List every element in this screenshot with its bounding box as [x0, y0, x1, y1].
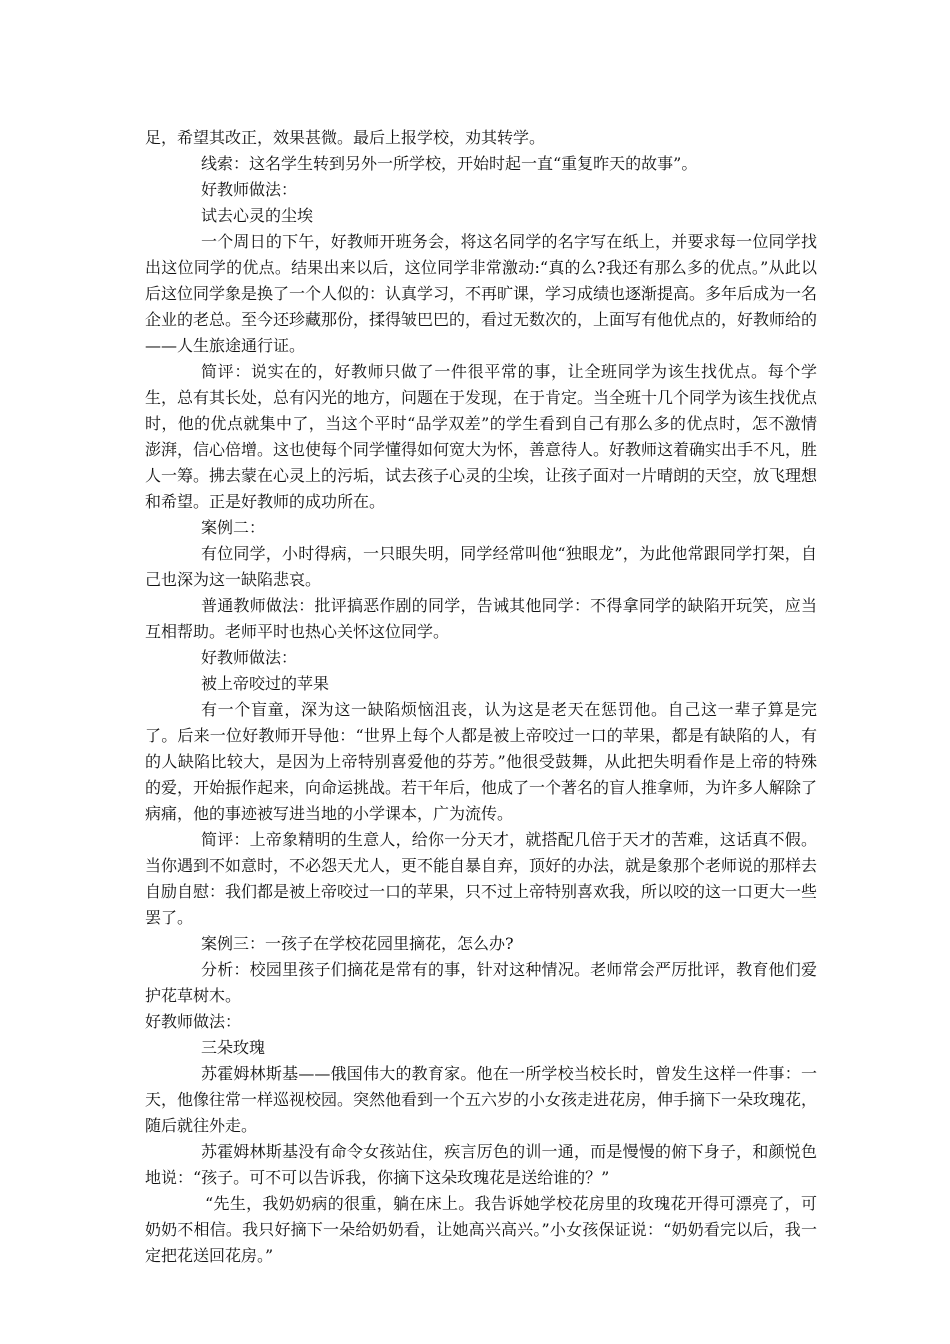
paragraph: 简评：上帝象精明的生意人，给你一分天才，就搭配几倍于天才的苦难，这话真不假。当你遇到不如意时，不必怨天尤人，更不能自暴自弃，顶好的办法，就是象那个老师说的那样去自励自慰：我们都是被上帝咬过一口的苹果，只不过上帝特别喜欢我，所以咬的这一口更大一些罢了。	[145, 830, 818, 927]
section-title: 三朵玫瑰	[201, 1038, 266, 1057]
paragraph: 苏霍姆林斯基没有命令女孩站住，疾言厉色的训一通，而是慢慢的俯下身子，和颜悦色地说：“孩子。可不可以告诉我，你摘下这朵玫瑰花是送给谁的？”	[145, 1142, 817, 1187]
paragraph: 线索：这名学生转到另外一所学校，开始时起一直“重复昨天的故事”。	[201, 154, 698, 173]
paragraph: 一个周日的下午，好教师开班务会，将这名同学的名字写在纸上，并要求每一位同学找出这位同学的优点。结果出来以后，这位同学非常激动:“真的么?我还有那么多的优点。”从此以后这位同学象是换了一个人似的：认真学习，不再旷课，学习成绩也逐渐提高。多年后成为一名企业的老总。至今还珍藏那份，揉得皱巴巴的，看过无数次的，上面写有他优点的，好教师给的——人生旅途通行证。	[145, 232, 818, 355]
paragraph: 好教师做法：	[201, 180, 298, 199]
paragraph: “先生，我奶奶病的很重，躺在床上。我告诉她学校花房里的玫瑰花开得可漂亮了，可奶奶不相信。我只好摘下一朵给奶奶看，让她高兴高兴。”小女孩保证说：“奶奶看完以后，我一定把花送回花房。”	[145, 1194, 817, 1265]
paragraph: 简评：说实在的，好教师只做了一件很平常的事，让全班同学为该生找优点。每个学生，总有其长处，总有闪光的地方，问题在于发现，在于肯定。当全班十几个同学为该生找优点时，他的优点就集中了，当这个平时“品学双差”的学生看到自己有那么多的优点时，怎不激情澎湃，信心倍增。这也使每个同学懂得如何宽大为怀，善意待人。好教师这着确实出手不凡，胜人一筹。拂去蒙在心灵上的污垢，试去孩子心灵的尘埃，让孩子面对一片晴朗的天空，放飞理想和希望。正是好教师的成功所在。	[145, 362, 818, 511]
case-heading: 案例三：一孩子在学校花园里摘花，怎么办?	[201, 934, 514, 953]
paragraph: 苏霍姆林斯基——俄国伟大的教育家。他在一所学校当校长时，曾发生这样一件事：一天，他像往常一样巡视校园。突然他看到一个五六岁的小女孩走进花房，伸手摘下一朵玫瑰花，随后就往外走。	[145, 1064, 818, 1135]
paragraph: 有一个盲童，深为这一缺陷烦恼沮丧，认为这是老天在惩罚他。自己这一辈子算是完了。后来一位好教师开导他：“世界上每个人都是被上帝咬过一口的苹果，都是有缺陷的人，有的人缺陷比较大，是因为上帝特别喜爱他的芬芳。”他很受鼓舞，从此把失明看作是上帝的特殊的爱，开始振作起来，向命运挑战。若干年后，他成了一个著名的盲人推拿师，为许多人解除了病痛，他的事迹被写进当地的小学课本，广为流传。	[145, 700, 818, 823]
paragraph: 分析：校园里孩子们摘花是常有的事，针对这种情况。老师常会严厉批评，教育他们爱护花草树木。	[145, 960, 817, 1005]
section-title: 试去心灵的尘埃	[201, 206, 314, 225]
paragraph: 好教师做法：	[145, 1012, 242, 1031]
paragraph: 足，希望其改正，效果甚微。最后上报学校，劝其转学。	[145, 128, 546, 147]
section-title: 被上帝咬过的苹果	[201, 674, 330, 693]
case-heading: 案例二：	[201, 518, 266, 537]
document-page	[145, 125, 817, 1269]
paragraph: 普通教师做法：批评搞恶作剧的同学，告诫其他同学：不得拿同学的缺陷开玩笑，应当互相帮助。老师平时也热心关怀这位同学。	[145, 596, 817, 641]
paragraph: 有位同学，小时得病，一只眼失明，同学经常叫他“独眼龙”，为此他常跟同学打架，自己也深为这一缺陷悲哀。	[145, 544, 817, 589]
paragraph: 好教师做法：	[201, 648, 298, 667]
